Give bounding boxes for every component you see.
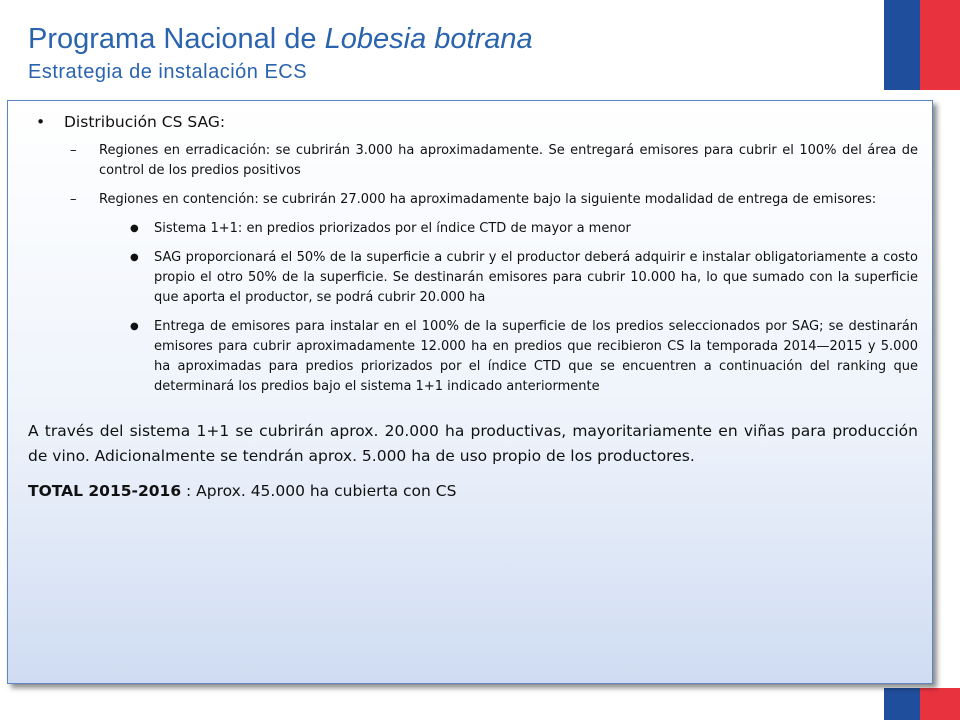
list-item-text: SAG proporcionará el 50% de la superficie a cubrir y el productor deberá adquirir e instalar obligatoriamente a costo propio el otro 50% de la superficie. Se destinarán emisores para cubrir 10.000 ha, lo que sumado con la superficie que aporta el productor, se podrá cubrir 20.000 ha (154, 250, 918, 305)
bullet-dot-icon: • (36, 113, 46, 131)
bullet-distribucion (22, 111, 918, 133)
list-item (22, 219, 918, 239)
sub-bullet-text: Regiones en erradicación: se cubrirán 3.000 ha aproximadamente. Se entregará emisores para cubrir el 100% del área de control de los predios positivos (99, 143, 918, 178)
title-species: Lobesia botrana (324, 23, 533, 55)
title-prefix: Programa Nacional de (28, 23, 325, 55)
summary-paragraph: A través del sistema 1+1 se cubrirán aprox. 20.000 ha productivas, mayoritariamente en viñas para producción de vino. Adicionalmente se tendrán aprox. 5.000 ha de uso propio de los productores. (28, 422, 918, 465)
list-item (22, 317, 918, 397)
flag-bottom-decoration (884, 688, 960, 720)
list-item-text: Sistema 1+1: en predios priorizados por el índice CTD de mayor a menor (154, 221, 631, 236)
total-label: TOTAL 2015-2016 (28, 482, 182, 500)
dash-icon: – (70, 192, 77, 207)
flag-red-stripe (920, 0, 960, 90)
bullet-dot-icon: ● (130, 321, 139, 332)
flag-red-stripe (920, 688, 960, 720)
total-value: : Aprox. 45.000 ha cubierta con CS (181, 482, 457, 500)
list-item-text: Entrega de emisores para instalar en el 100% de la superficie de los predios seleccionados por SAG; se destinarán emisores para cubrir aproximadamente 12.000 ha en predios que recibieron CS la temporada 2014—2015 y 5.000 ha aproximadas para predios priorizados por el índice CTD que se encuentren a continuación del ranking que determinará los predios bajo el sistema 1+1 indicado anteriormente (154, 319, 918, 394)
list-item (22, 248, 918, 308)
bullet-text: Distribución CS SAG: (64, 113, 226, 131)
total-line (22, 479, 918, 504)
sub-bullet-text: Regiones en contención: se cubrirán 27.000 ha aproximadamente bajo la siguiente modalidad de entrega de emisores: (99, 192, 877, 207)
sub-bullet-erradicacion (22, 141, 918, 181)
flag-blue-stripe (884, 0, 920, 90)
bullet-dot-icon: ● (130, 223, 139, 234)
content-box (7, 100, 933, 684)
flag-top-decoration (884, 0, 960, 90)
page-subtitle: Estrategia de instalación ECS (28, 61, 308, 83)
sub-bullet-contencion (22, 190, 918, 210)
flag-blue-stripe (884, 688, 920, 720)
page-title (28, 22, 533, 56)
bullet-dot-icon: ● (130, 252, 139, 263)
dash-icon: – (70, 143, 77, 158)
